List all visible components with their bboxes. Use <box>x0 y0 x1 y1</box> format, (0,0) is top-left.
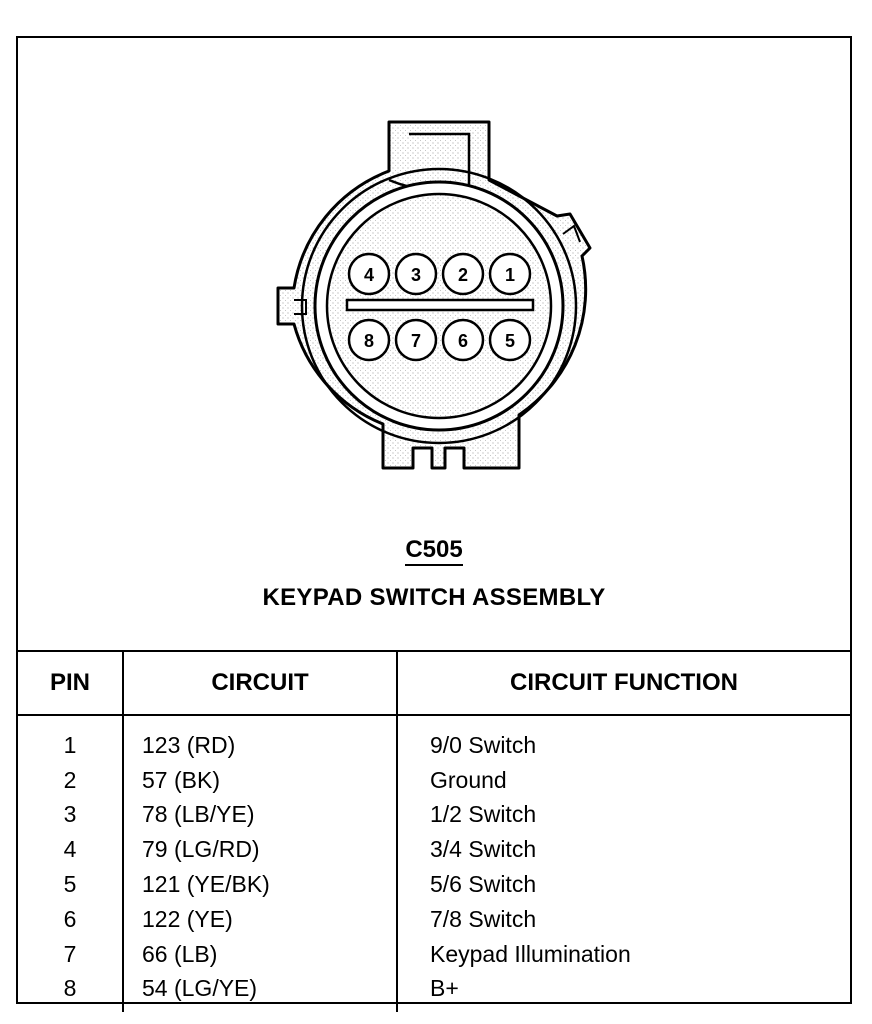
pin-cavity <box>349 320 389 360</box>
table-row <box>18 867 850 902</box>
pin-cell: 8 <box>63 975 77 1002</box>
pin-cell: 6 <box>63 905 77 932</box>
function-cell: 1/2 Switch <box>397 798 850 833</box>
pin-cell: 3 <box>63 801 77 828</box>
function-cell: 9/0 Switch <box>397 715 850 763</box>
header-pin: PIN <box>18 651 123 715</box>
connector-id-label <box>18 536 850 564</box>
connector-housing <box>278 122 590 468</box>
pin-cavity <box>490 320 530 360</box>
circuit-cell: 121 (YE/BK) <box>123 867 397 902</box>
pinout-table-header <box>18 651 850 715</box>
table-row <box>18 763 850 798</box>
table-row <box>18 715 850 763</box>
table-row <box>18 798 850 833</box>
function-cell: 5/6 Switch <box>397 867 850 902</box>
pin-number: 5 <box>504 331 516 351</box>
circuit-cell: 122 (YE) <box>123 902 397 937</box>
circuit-cell: 66 (LB) <box>123 937 397 972</box>
pin-number: 8 <box>363 331 375 351</box>
pin-cell: 1 <box>63 731 77 758</box>
pin-cell: 5 <box>63 871 77 898</box>
circuit-cell: 79 (LG/RD) <box>123 832 397 867</box>
connector-name-label: KEYPAD SWITCH ASSEMBLY <box>262 584 606 611</box>
circuit-cell: 54 (LG/YE) <box>123 972 397 1013</box>
pin-cavity <box>443 320 483 360</box>
function-cell: Keypad Illumination <box>397 937 850 972</box>
connector-face-view <box>18 38 850 538</box>
pin-cavity <box>396 320 436 360</box>
pin-number: 6 <box>457 331 469 351</box>
connector-diagram-area <box>18 38 850 650</box>
pin-cavity <box>396 254 436 294</box>
function-cell: Ground <box>397 763 850 798</box>
pin-cell: 7 <box>63 940 77 967</box>
pin-number: 3 <box>410 265 422 285</box>
pin-row-divider <box>347 300 533 310</box>
circuit-cell: 78 (LB/YE) <box>123 798 397 833</box>
function-cell: 7/8 Switch <box>397 902 850 937</box>
connector-id-text: C505 <box>405 536 462 566</box>
pin-number: 1 <box>504 265 516 285</box>
pin-cell: 2 <box>63 766 77 793</box>
pin-number: 4 <box>363 265 375 285</box>
diagram-frame <box>16 36 852 1004</box>
header-circuit-function: CIRCUIT FUNCTION <box>397 651 850 715</box>
pinout-table <box>18 650 850 1012</box>
function-cell: 3/4 Switch <box>397 832 850 867</box>
pin-cavity <box>349 254 389 294</box>
pin-number: 7 <box>410 331 422 351</box>
table-row <box>18 832 850 867</box>
circuit-cell: 123 (RD) <box>123 715 397 763</box>
pin-cavity <box>443 254 483 294</box>
function-cell: B+ <box>397 972 850 1013</box>
header-circuit: CIRCUIT <box>123 651 397 715</box>
pin-number: 2 <box>457 265 469 285</box>
circuit-cell: 57 (BK) <box>123 763 397 798</box>
pin-cavity <box>490 254 530 294</box>
table-row <box>18 972 850 1013</box>
table-row <box>18 902 850 937</box>
pin-cell: 4 <box>63 836 77 863</box>
table-row <box>18 937 850 972</box>
